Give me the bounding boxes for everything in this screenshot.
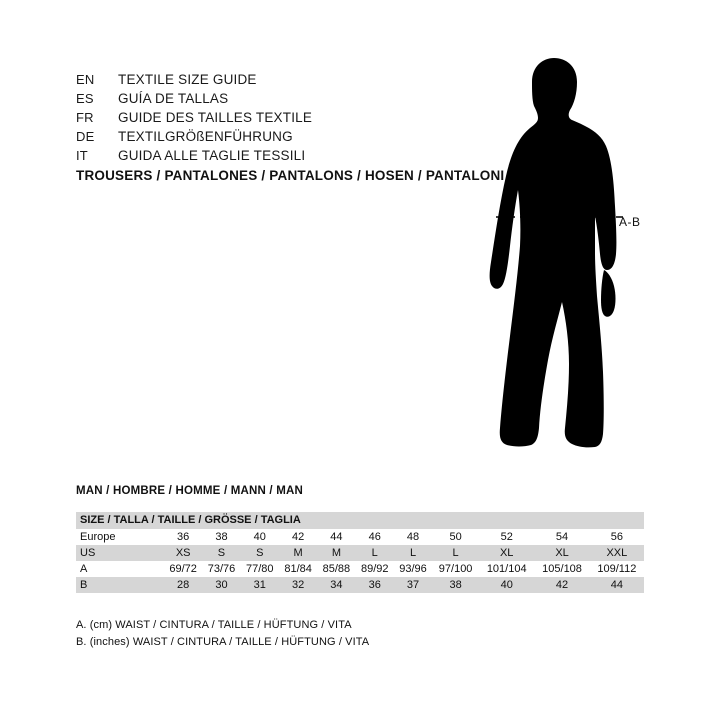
cell: 42 (534, 577, 589, 593)
language-code-it: IT (76, 148, 88, 163)
row-label-europe: Europe (76, 529, 164, 545)
cell: 40 (241, 529, 279, 545)
cell: 36 (356, 577, 394, 593)
cell: XXL (590, 545, 644, 561)
cell: 30 (202, 577, 240, 593)
cell: L (432, 545, 479, 561)
cell: 93/96 (394, 561, 432, 577)
cell: 50 (432, 529, 479, 545)
language-row-it (76, 148, 456, 167)
cell: 44 (317, 529, 355, 545)
cell: 97/100 (432, 561, 479, 577)
table-header-row (76, 512, 644, 529)
language-code-de: DE (76, 129, 95, 144)
cell: 38 (432, 577, 479, 593)
language-row-es (76, 91, 456, 110)
cell: 42 (279, 529, 317, 545)
language-text-en: TEXTILE SIZE GUIDE (118, 72, 257, 87)
table-row (76, 561, 644, 577)
language-header-block (76, 72, 456, 167)
table-row (76, 545, 644, 561)
cell: L (356, 545, 394, 561)
cell: 89/92 (356, 561, 394, 577)
cell: 56 (590, 529, 644, 545)
language-code-fr: FR (76, 110, 94, 125)
language-row-de (76, 129, 456, 148)
cell: 32 (279, 577, 317, 593)
language-row-fr (76, 110, 456, 129)
table-row (76, 529, 644, 545)
size-table (76, 512, 644, 593)
table-gender-label: MAN / HOMBRE / HOMME / MANN / MAN (76, 485, 304, 497)
cell: 37 (394, 577, 432, 593)
cell: XL (479, 545, 534, 561)
cell: 44 (590, 577, 644, 593)
cell: 40 (479, 577, 534, 593)
cell: 109/112 (590, 561, 644, 577)
footnote-a: A. (cm) WAIST / CINTURA / TAILLE / HÜFTUNG / VITA (76, 619, 352, 631)
language-row-en (76, 72, 456, 91)
cell: XL (534, 545, 589, 561)
cell: XS (164, 545, 202, 561)
table-header-label: SIZE / TALLA / TAILLE / GRÖSSE / TAGLIA (76, 512, 644, 529)
language-text-it: GUIDA ALLE TAGLIE TESSILI (118, 148, 306, 163)
figure-silhouette (440, 56, 690, 476)
cell: 85/88 (317, 561, 355, 577)
cell: 48 (394, 529, 432, 545)
cell: L (394, 545, 432, 561)
language-code-en: EN (76, 72, 95, 87)
cell: 34 (317, 577, 355, 593)
footnotes (76, 617, 369, 651)
cell: 46 (356, 529, 394, 545)
language-code-es: ES (76, 91, 94, 106)
cell: 54 (534, 529, 589, 545)
row-label-a: A (76, 561, 164, 577)
cell: 52 (479, 529, 534, 545)
cell: 38 (202, 529, 240, 545)
cell: 31 (241, 577, 279, 593)
cell: 73/76 (202, 561, 240, 577)
garment-type-title: TROUSERS / PANTALONES / PANTALONS / HOSEN / PANTALONI (76, 168, 505, 183)
cell: 101/104 (479, 561, 534, 577)
row-label-b: B (76, 577, 164, 593)
cell: M (317, 545, 355, 561)
footnote-b: B. (inches) WAIST / CINTURA / TAILLE / HÜFTUNG / VITA (76, 636, 370, 648)
row-label-us: US (76, 545, 164, 561)
table-row (76, 577, 644, 593)
language-text-de: TEXTILGRÖßENFÜHRUNG (118, 129, 293, 144)
cell: 69/72 (164, 561, 202, 577)
cell: S (202, 545, 240, 561)
cell: 77/80 (241, 561, 279, 577)
cell: 105/108 (534, 561, 589, 577)
cell: S (241, 545, 279, 561)
language-text-fr: GUIDE DES TAILLES TEXTILE (118, 110, 313, 125)
cell: M (279, 545, 317, 561)
measurement-label-ab: A-B (619, 215, 641, 229)
language-text-es: GUÍA DE TALLAS (118, 91, 229, 106)
cell: 81/84 (279, 561, 317, 577)
cell: 28 (164, 577, 202, 593)
cell: 36 (164, 529, 202, 545)
body-silhouette-shape (490, 58, 617, 447)
